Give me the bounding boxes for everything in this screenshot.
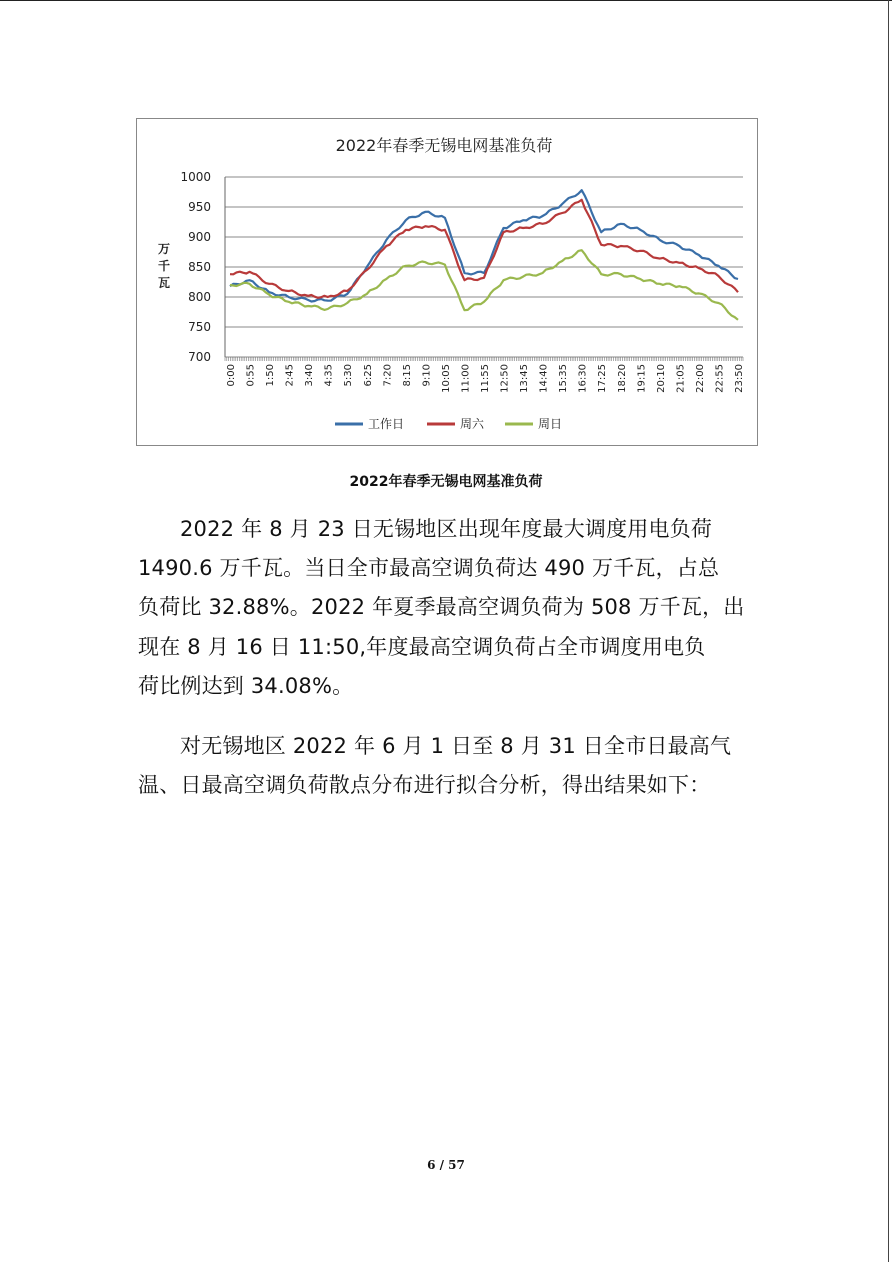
x-tick-label: 16:30 bbox=[577, 364, 589, 393]
x-tick-label: 3:40 bbox=[304, 364, 316, 387]
paragraph-2 bbox=[138, 727, 756, 805]
x-tick-label: 6:25 bbox=[362, 364, 374, 387]
paragraph-1 bbox=[138, 510, 756, 706]
y-tick-label: 900 bbox=[188, 230, 211, 244]
legend-label: 周日 bbox=[538, 417, 563, 431]
x-tick-label: 7:20 bbox=[382, 364, 394, 387]
paragraph-1-line: 现在 8 月 16 日 11:50,年度最高空调负荷占全市调度用电负 bbox=[138, 634, 706, 659]
x-tick-label: 20:10 bbox=[655, 364, 667, 393]
x-tick-label: 5:30 bbox=[343, 364, 355, 387]
y-tick-label: 700 bbox=[188, 350, 211, 364]
x-tick-label: 17:25 bbox=[597, 364, 609, 393]
page-number: 6 / 57 bbox=[427, 1158, 465, 1172]
x-tick-label: 22:00 bbox=[694, 364, 706, 393]
x-tick-label: 12:50 bbox=[499, 364, 511, 393]
y-tick-label: 1000 bbox=[180, 170, 211, 184]
paragraph-2-line: 温、日最高空调负荷散点分布进行拟合分析，得出结果如下： bbox=[138, 773, 711, 798]
page-top-rule bbox=[0, 0, 892, 1]
y-axis-label: 瓦 bbox=[157, 276, 171, 290]
x-tick-label: 15:35 bbox=[558, 364, 570, 393]
y-axis-label: 千 bbox=[157, 259, 171, 273]
paragraph-1-line: 负荷比 32.88%。2022 年夏季最高空调负荷为 508 万千瓦，出 bbox=[138, 595, 745, 620]
legend-label: 工作日 bbox=[368, 417, 405, 431]
y-tick-label: 850 bbox=[188, 260, 211, 274]
x-tick-label: 18:20 bbox=[616, 364, 628, 393]
x-tick-label: 21:05 bbox=[675, 364, 687, 393]
y-axis-label: 万 bbox=[157, 242, 171, 256]
x-tick-label: 19:15 bbox=[636, 364, 648, 393]
load-chart bbox=[136, 118, 758, 446]
x-tick-label: 0:55 bbox=[245, 364, 257, 387]
x-tick-label: 9:10 bbox=[421, 364, 433, 387]
x-tick-label: 10:05 bbox=[440, 364, 452, 393]
x-tick-label: 11:00 bbox=[460, 364, 472, 393]
legend-label: 周六 bbox=[460, 417, 485, 431]
x-tick-label: 13:45 bbox=[519, 364, 531, 393]
x-tick-label: 23:50 bbox=[734, 364, 745, 393]
page-right-rule bbox=[888, 0, 889, 1262]
x-tick-label: 11:55 bbox=[480, 364, 491, 393]
chart-title: 2022年春季无锡电网基准负荷 bbox=[335, 136, 553, 155]
paragraph-1-line: 1490.6 万千瓦。当日全市最高空调负荷达 490 万千瓦，占总 bbox=[138, 556, 720, 581]
x-tick-label: 8:15 bbox=[401, 364, 413, 387]
figure-caption: 2022年春季无锡电网基准负荷 bbox=[349, 474, 543, 490]
y-tick-label: 750 bbox=[188, 320, 211, 334]
x-tick-label: 0:00 bbox=[226, 364, 237, 387]
y-tick-label: 950 bbox=[188, 200, 211, 214]
series-line bbox=[230, 200, 738, 298]
x-tick-label: 14:40 bbox=[538, 364, 550, 393]
series-line bbox=[230, 250, 738, 320]
x-tick-label: 2:45 bbox=[284, 364, 296, 387]
paragraph-2-line: 对无锡地区 2022 年 6 月 1 日至 8 月 31 日全市日最高气 bbox=[180, 734, 732, 758]
paragraph-1-line: 2022 年 8 月 23 日无锡地区出现年度最大调度用电负荷 bbox=[180, 517, 713, 541]
load-chart-svg bbox=[137, 119, 757, 445]
x-tick-label: 4:35 bbox=[323, 364, 335, 387]
x-tick-label: 1:50 bbox=[265, 364, 277, 387]
paragraph-1-line: 荷比例达到 34.08%。 bbox=[138, 673, 354, 698]
x-tick-label: 22:55 bbox=[714, 364, 726, 393]
y-tick-label: 800 bbox=[188, 290, 211, 304]
